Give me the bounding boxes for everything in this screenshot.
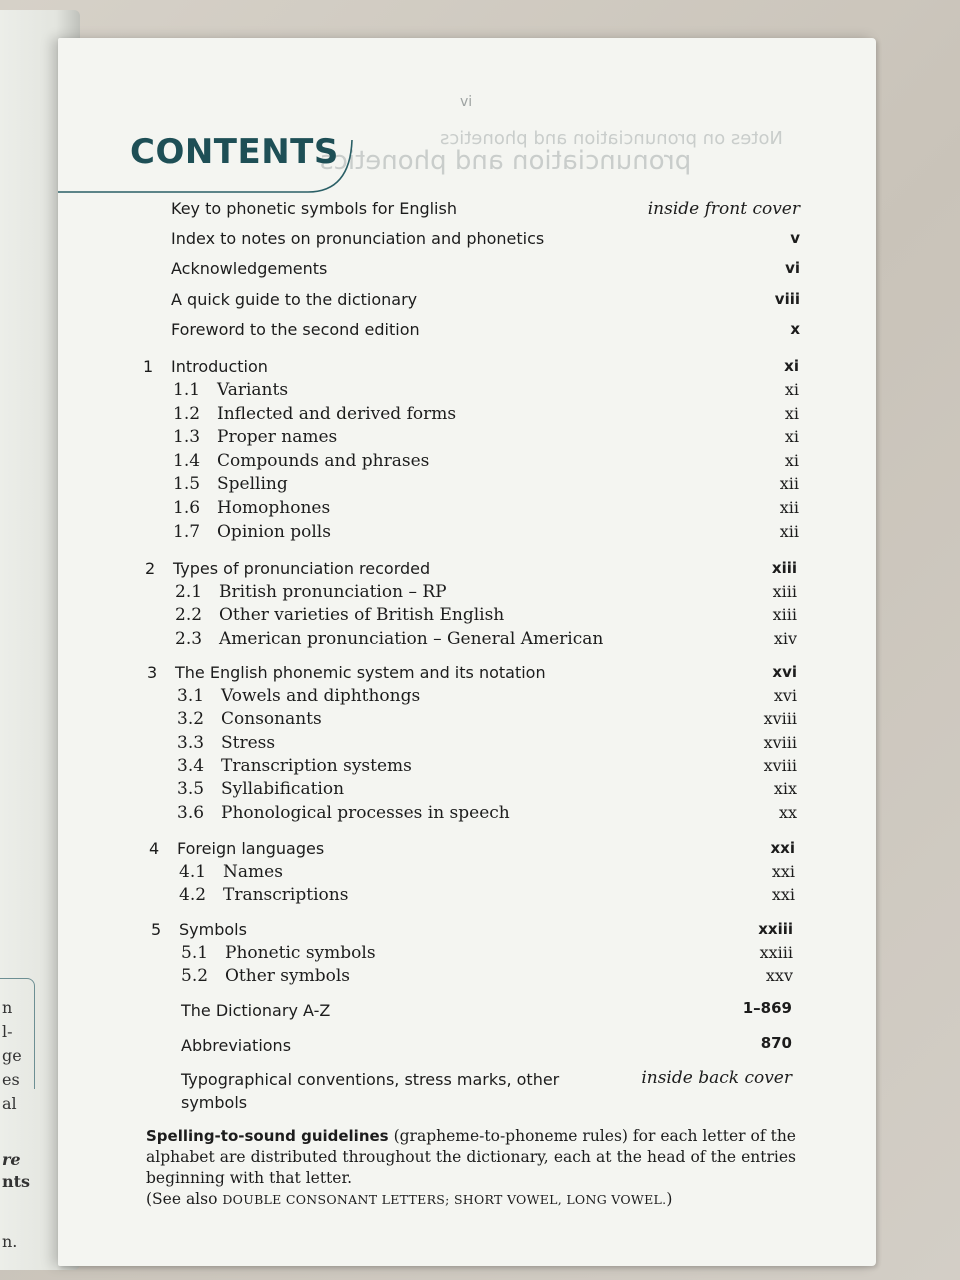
toc-row: [0, 290, 800, 312]
section-label: Vowels and diphthongs: [221, 686, 421, 706]
toc-page-number: vi: [785, 259, 800, 277]
toc-page-number: inside front cover: [647, 199, 800, 219]
toc-row: [0, 559, 797, 581]
section-number: 5.2: [181, 966, 209, 986]
toc-page-number: v: [790, 229, 800, 247]
toc-row: [0, 427, 799, 449]
section-number: 2.1: [175, 582, 203, 602]
toc-entry-text: Abbreviations: [181, 1036, 292, 1055]
section-entry: [173, 427, 337, 447]
section-entry: [177, 779, 344, 799]
facing-page-fragment: re: [2, 1150, 21, 1169]
section-entry: [173, 522, 331, 542]
section-number: 3.1: [177, 686, 205, 706]
toc-page-number: xx: [778, 802, 797, 822]
toc-page-number: viii: [774, 290, 800, 308]
section-entry: [177, 803, 510, 823]
show-through-text: pronunciation and phonetics: [320, 146, 692, 176]
section-entry: [173, 474, 288, 494]
toc-entry-label: Index to notes on pronunciation and phonetics: [171, 229, 545, 248]
section-entry: [173, 404, 456, 424]
chapter-heading: [147, 663, 546, 682]
chapter-number: 5: [151, 920, 162, 939]
section-number: 3.4: [177, 755, 205, 776]
toc-row: [0, 839, 795, 861]
section-label: Spelling: [217, 474, 288, 495]
chapter-number: 1: [143, 357, 154, 376]
section-entry: [177, 686, 420, 706]
facing-page-fragment: n: [2, 998, 13, 1017]
toc-page-number: xi: [784, 403, 799, 423]
toc-row: [0, 999, 792, 1021]
section-number: 4.1: [179, 862, 207, 882]
section-number: 1.3: [173, 427, 201, 448]
toc-page-number: x: [790, 320, 800, 338]
toc-page-number: xi: [784, 427, 799, 447]
section-label: Stress: [221, 732, 276, 753]
toc-page-number: xviii: [763, 709, 797, 729]
section-number: 1.4: [173, 450, 201, 471]
toc-row: [0, 756, 797, 778]
toc-page-number: xi: [784, 450, 799, 470]
section-entry: [177, 756, 412, 776]
section-number: 2.2: [175, 605, 203, 626]
note-see-suffix: ): [666, 1190, 673, 1208]
toc-page-number: xxi: [771, 862, 795, 881]
section-label: Compounds and phrases: [217, 450, 430, 471]
toc-row: [0, 229, 800, 251]
section-entry: [179, 862, 283, 882]
toc-page-number: 1–869: [742, 999, 792, 1017]
section-entry: [177, 709, 322, 729]
section-label: Transcription systems: [221, 755, 412, 776]
toc-page-number: xiii: [771, 559, 797, 577]
toc-page-number: xi: [784, 380, 799, 399]
section-label: Inflected and derived forms: [217, 403, 457, 424]
section-label: Other symbols: [225, 966, 351, 986]
facing-page-fragment: ge: [2, 1046, 22, 1065]
spelling-note: [146, 1126, 796, 1210]
section-label: Consonants: [221, 709, 322, 730]
toc-page-number: xii: [779, 498, 799, 517]
chapter-heading: [143, 357, 268, 376]
toc-row: [0, 320, 800, 342]
section-number: 1.2: [173, 403, 201, 424]
chapter-number: 3: [147, 663, 158, 682]
section-label: Names: [223, 862, 283, 882]
toc-row: [0, 498, 799, 520]
section-entry: [173, 498, 330, 518]
section-label: Phonetic symbols: [225, 943, 376, 963]
chapter-label: Foreign languages: [177, 839, 325, 858]
chapter-heading: [145, 559, 430, 578]
page-title: CONTENTS: [130, 132, 339, 172]
section-number: 1.7: [173, 521, 201, 542]
toc-row: [0, 862, 795, 884]
toc-entry-text-continued: symbols: [181, 1093, 248, 1112]
toc-page-number: xviii: [763, 732, 797, 752]
toc-page-number: xxiii: [758, 920, 793, 938]
toc-page-number: xxiii: [759, 943, 793, 962]
note-heading: Spelling-to-sound guidelines: [146, 1127, 389, 1145]
chapter-number: 4: [149, 839, 160, 858]
section-label: Proper names: [217, 427, 338, 448]
section-label: British pronunciation – RP: [219, 582, 447, 602]
page-number: vi: [460, 94, 473, 110]
section-label: Transcriptions: [223, 885, 349, 905]
section-number: 1.5: [173, 474, 201, 495]
section-number: 5.1: [181, 943, 209, 963]
section-label: Other varieties of British English: [219, 605, 505, 626]
toc-page-number: xi: [784, 357, 799, 375]
section-number: 1.6: [173, 498, 201, 518]
chapter-number: 2: [145, 559, 156, 578]
toc-entry-label: Key to phonetic symbols for English: [171, 199, 457, 218]
toc-row: [0, 803, 797, 825]
chapter-label: Symbols: [179, 920, 247, 939]
toc-row: [0, 199, 800, 221]
section-number: 4.2: [179, 885, 207, 905]
toc-row: [0, 709, 797, 731]
facing-page-fragment: nts: [2, 1172, 31, 1191]
toc-row: [0, 920, 793, 942]
toc-row: [0, 522, 799, 544]
toc-row: [0, 357, 799, 379]
chapter-label: Types of pronunciation recorded: [173, 559, 431, 578]
toc-page-number: xvi: [773, 686, 797, 705]
toc-page-number: xxi: [771, 885, 795, 904]
toc-page-number: xii: [779, 521, 799, 541]
toc-row: [0, 966, 793, 988]
toc-entry-text: The Dictionary A-Z: [181, 1001, 331, 1020]
section-label: Syllabification: [221, 779, 345, 800]
facing-page-fragment: al: [2, 1094, 17, 1113]
toc-row: [0, 605, 797, 627]
section-number: 3.5: [177, 779, 205, 800]
toc-page-number: xiii: [772, 605, 797, 625]
section-entry: [179, 885, 348, 905]
show-through-text: Notes on pronunciation and phonetics: [440, 128, 783, 149]
toc-row: [0, 663, 797, 685]
toc-row: [0, 686, 797, 708]
toc-page-number: xiv: [773, 628, 797, 648]
toc-row: [0, 1068, 792, 1112]
section-label: Phonological processes in speech: [221, 802, 510, 823]
toc-entry-label: [181, 1068, 559, 1114]
toc-page-number: xxi: [770, 839, 795, 857]
section-number: 3.2: [177, 709, 205, 730]
section-number: 1.1: [173, 380, 201, 400]
toc-page-number: 870: [760, 1034, 792, 1052]
toc-page-number: xii: [779, 474, 799, 494]
section-label: Homophones: [217, 498, 331, 518]
section-entry: [175, 629, 603, 649]
toc-entry-text: Typographical conventions, stress marks, other: [181, 1070, 560, 1089]
facing-page-fragment: n.: [2, 1232, 18, 1251]
toc-page-number: inside back cover: [641, 1068, 792, 1088]
toc-page-number: xvi: [772, 663, 797, 681]
section-entry: [181, 943, 376, 963]
section-number: 3.3: [177, 732, 205, 753]
facing-page-fragment: es: [2, 1070, 20, 1089]
chapter-heading: [149, 839, 324, 858]
toc-row: [0, 259, 800, 281]
section-entry: [173, 451, 429, 471]
toc-row: [0, 629, 797, 651]
section-number: 2.3: [175, 628, 203, 649]
chapter-label: Introduction: [171, 357, 268, 376]
section-label: Opinion polls: [217, 521, 331, 542]
note-text: (grapheme-to-phoneme rules) for each letter of the alphabet are distributed throughout the dictionary, each at the head of the entries beginning with that letter.: [146, 1127, 796, 1187]
toc-page-number: xxv: [765, 966, 793, 985]
section-label: Variants: [217, 380, 289, 400]
toc-entry-label: [181, 1034, 291, 1057]
note-see-prefix: (See also: [146, 1190, 223, 1208]
facing-page-fragment: l-: [2, 1022, 13, 1041]
section-label: American pronunciation – General American: [219, 628, 604, 649]
section-entry: [181, 966, 350, 986]
toc-row: [0, 943, 793, 965]
toc-row: [0, 451, 799, 473]
toc-entry-label: Acknowledgements: [171, 259, 328, 278]
section-entry: [173, 380, 288, 400]
toc-page-number: xviii: [763, 755, 797, 775]
section-number: 3.6: [177, 802, 205, 823]
toc-entry-label: [181, 999, 330, 1022]
note-see-refs: DOUBLE CONSONANT LETTERS; SHORT VOWEL, LONG VOWEL.: [222, 1192, 667, 1207]
toc-row: [0, 474, 799, 496]
chapter-label: The English phonemic system and its notation: [175, 663, 546, 682]
toc-entry-label: Foreword to the second edition: [171, 320, 420, 339]
section-entry: [177, 733, 275, 753]
toc-row: [0, 733, 797, 755]
toc-page-number: xiii: [772, 582, 797, 601]
section-entry: [175, 582, 447, 602]
section-entry: [175, 605, 504, 625]
toc-page-number: xix: [773, 779, 797, 799]
toc-row: [0, 1034, 792, 1056]
toc-row: [0, 380, 799, 402]
toc-row: [0, 779, 797, 801]
toc-row: [0, 582, 797, 604]
toc-row: [0, 404, 799, 426]
toc-entry-label: A quick guide to the dictionary: [171, 290, 418, 309]
toc-row: [0, 885, 795, 907]
chapter-heading: [151, 920, 247, 939]
